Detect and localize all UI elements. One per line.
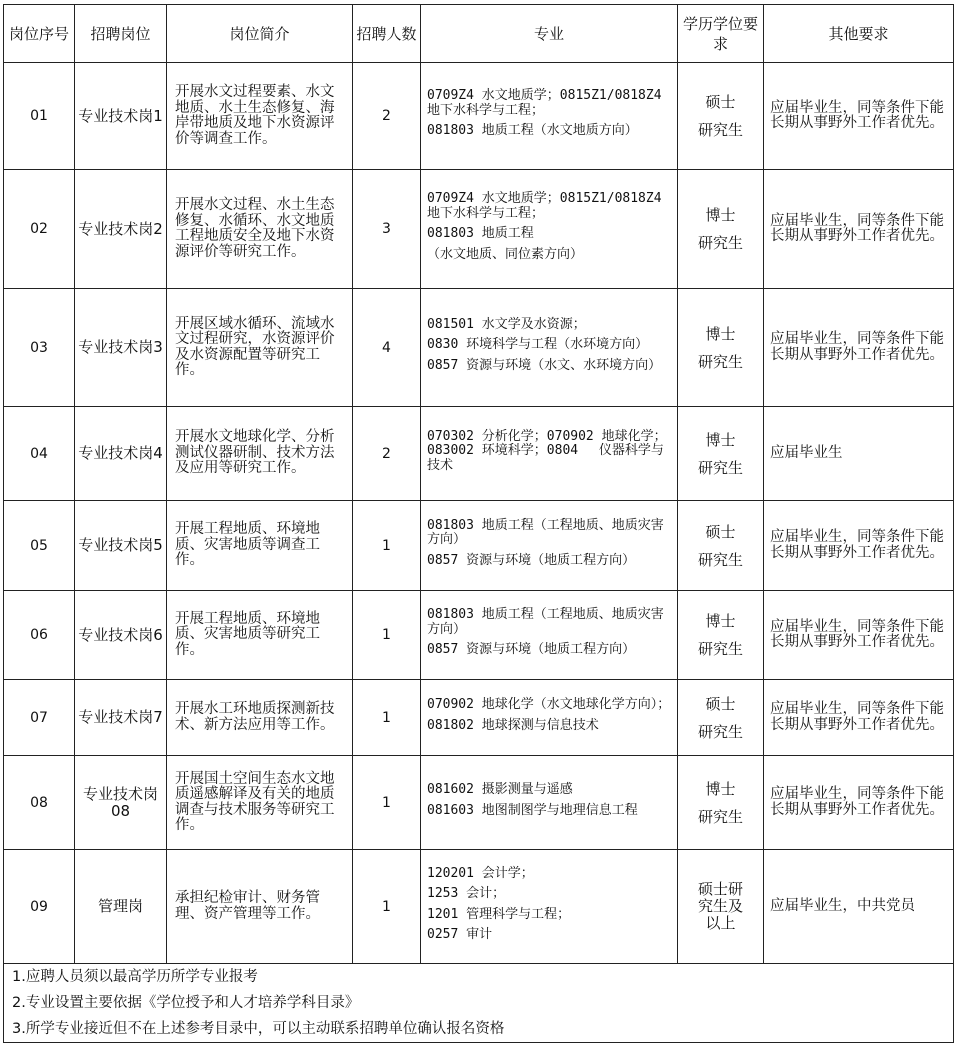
degree-cell: [678, 63, 764, 170]
degree-line: 研究生: [697, 121, 743, 139]
header-other: 其他要求: [764, 5, 954, 63]
degree-line: 硕士: [705, 522, 736, 541]
count-cell: 1: [353, 591, 421, 680]
degree-line: 硕士: [705, 694, 736, 713]
count-cell: 1: [353, 680, 421, 756]
seq-cell: 05: [4, 501, 75, 591]
header-degree: 学历学位要求: [678, 5, 764, 63]
major-line: 081802 地球探测与信息技术: [427, 717, 599, 733]
major-cell: [421, 850, 678, 964]
major-line: 1201 管理科学与工程；: [427, 906, 571, 922]
degree-line: 研究生: [697, 234, 743, 252]
header-intro: 岗位简介: [167, 5, 353, 63]
note-3: 3.所学专业接近但不在上述参考目录中，可以主动联系招聘单位确认报名资格: [12, 1021, 505, 1037]
count-cell: 2: [353, 407, 421, 501]
other-cell: 应届毕业生，同等条件下能长期从事野外工作者优先。: [764, 63, 954, 170]
post-cell: 管理岗: [75, 850, 167, 964]
table-row: [4, 591, 954, 680]
degree-line: 研究生: [697, 352, 743, 371]
recruitment-table: [3, 4, 954, 1043]
count-cell: 1: [353, 501, 421, 591]
intro-cell: 开展区域水循环、流域水文过程研究，水资源评价及水资源配置等研究工作。: [167, 289, 353, 407]
major-cell: [421, 407, 678, 501]
degree-line: 博士: [705, 612, 736, 630]
major-line: 081501 水文学及水资源；: [427, 316, 586, 332]
table-row: [4, 756, 954, 850]
count-cell: 2: [353, 63, 421, 170]
intro-cell: 开展水文过程、水土生态修复、水循环、水文地质工程地质安全及地下水资源评价等研究工作。: [167, 170, 353, 289]
degree-cell: [678, 289, 764, 407]
table-row: [4, 289, 954, 407]
major-cell: [421, 591, 678, 680]
degree-line: 博士: [705, 779, 736, 798]
major-line: 070302 分析化学；070902 地球化学；083002 环境科学；0804 仪器科学与技术: [427, 428, 667, 473]
count-cell: 3: [353, 170, 421, 289]
degree-cell: [678, 850, 764, 964]
intro-cell: 开展水文地球化学、分析测试仪器研制、技术方法及应用等研究工作。: [167, 407, 353, 501]
degree-line: 研究生: [697, 550, 743, 569]
seq-cell: 04: [4, 407, 75, 501]
seq-cell: 06: [4, 591, 75, 680]
major-line: 070902 地球化学（水文地球化学方向）；: [427, 697, 671, 712]
major-line: 0709Z4 水文地质学；0815Z1/0818Z4 地下水科学与工程；: [427, 88, 662, 118]
major-line: 0857 资源与环境（水文、水环境方向）: [427, 357, 662, 373]
major-line: 120201 会计学；: [427, 865, 534, 881]
degree-line: 硕士研究生及以上: [697, 880, 743, 932]
note-2: 2.专业设置主要依据《学位授予和人才培养学科目录》: [12, 995, 360, 1011]
degree-line: 研究生: [697, 458, 743, 477]
count-cell: 1: [353, 756, 421, 850]
table-row: [4, 407, 954, 501]
post-cell: 专业技术岗6: [75, 591, 167, 680]
major-cell: [421, 501, 678, 591]
degree-cell: [678, 680, 764, 756]
major-cell: [421, 680, 678, 756]
major-line: 081803 地质工程: [427, 226, 534, 241]
degree-line: 博士: [705, 324, 736, 343]
major-line: 0857 资源与环境（地质工程方向）: [427, 642, 636, 658]
seq-cell: 02: [4, 170, 75, 289]
post-cell: 专业技术岗1: [75, 63, 167, 170]
table-row: [4, 680, 954, 756]
degree-line: 硕士: [705, 93, 736, 111]
major-cell: [421, 170, 678, 289]
header-post: 招聘岗位: [75, 5, 167, 63]
intro-cell: 开展水工环地质探测新技术、新方法应用等工作。: [167, 680, 353, 756]
seq-cell: 01: [4, 63, 75, 170]
seq-cell: 03: [4, 289, 75, 407]
count-cell: 1: [353, 850, 421, 964]
other-cell: 应届毕业生，同等条件下能长期从事野外工作者优先。: [764, 591, 954, 680]
seq-cell: 08: [4, 756, 75, 850]
post-cell: 专业技术岗2: [75, 170, 167, 289]
count-cell: 4: [353, 289, 421, 407]
seq-cell: 09: [4, 850, 75, 964]
degree-cell: [678, 170, 764, 289]
degree-line: 研究生: [697, 640, 743, 658]
post-cell: 专业技术岗5: [75, 501, 167, 591]
header-major: 专业: [421, 5, 678, 63]
intro-cell: 开展国土空间生态水文地质遥感解译及有关的地质调查与技术服务等研究工作。: [167, 756, 353, 850]
degree-cell: [678, 591, 764, 680]
degree-cell: [678, 407, 764, 501]
notes-row: [4, 964, 954, 1043]
header-count: 招聘人数: [353, 5, 421, 63]
degree-line: 研究生: [697, 807, 743, 826]
other-cell: 应届毕业生，中共党员: [764, 850, 954, 964]
degree-line: 博士: [705, 206, 736, 224]
seq-cell: 07: [4, 680, 75, 756]
intro-cell: 承担纪检审计、财务管理、资产管理等工作。: [167, 850, 353, 964]
header-row: [4, 5, 954, 63]
other-cell: 应届毕业生，同等条件下能长期从事野外工作者优先。: [764, 756, 954, 850]
major-line: 0857 资源与环境（地质工程方向）: [427, 552, 636, 568]
notes-cell: [4, 964, 954, 1043]
table-row: [4, 170, 954, 289]
other-cell: 应届毕业生，同等条件下能长期从事野外工作者优先。: [764, 680, 954, 756]
note-1: 1.应聘人员须以最高学历所学专业报考: [12, 969, 258, 985]
major-line: 081803 地质工程（工程地质、地质灾害方向）: [427, 607, 664, 637]
major-line: （水文地质、同位素方向）: [427, 246, 584, 262]
other-cell: 应届毕业生，同等条件下能长期从事野外工作者优先。: [764, 501, 954, 591]
major-cell: [421, 63, 678, 170]
major-line: 081803 地质工程（工程地质、地质灾害方向）: [427, 517, 664, 548]
post-cell: 专业技术岗7: [75, 680, 167, 756]
major-line: 081602 摄影测量与遥感: [427, 782, 573, 797]
table-row: [4, 501, 954, 591]
degree-line: 博士: [705, 430, 736, 449]
major-cell: [421, 756, 678, 850]
major-line: 0830 环境科学与工程（水环境方向）: [427, 337, 649, 353]
header-seq: 岗位序号: [4, 5, 75, 63]
intro-cell: 开展工程地质、环境地质、灾害地质等调查工作。: [167, 501, 353, 591]
post-cell: 专业技术岗3: [75, 289, 167, 407]
intro-cell: 开展水文过程要素、水文地质、水土生态修复、海岸带地质及地下水资源评价等调查工作。: [167, 63, 353, 170]
table-body: [4, 63, 954, 964]
other-cell: 应届毕业生，同等条件下能长期从事野外工作者优先。: [764, 289, 954, 407]
major-line: 1253 会计；: [427, 886, 506, 901]
major-cell: [421, 289, 678, 407]
other-cell: 应届毕业生，同等条件下能长期从事野外工作者优先。: [764, 170, 954, 289]
major-line: 081803 地质工程（水文地质方向）: [427, 123, 638, 139]
table-row: [4, 63, 954, 170]
degree-line: 研究生: [697, 722, 743, 741]
major-line: 0709Z4 水文地质学；0815Z1/0818Z4 地下水科学与工程；: [427, 191, 662, 221]
post-cell: 专业技术岗08: [75, 756, 167, 850]
degree-cell: [678, 756, 764, 850]
intro-cell: 开展工程地质、环境地质、灾害地质等研究工作。: [167, 591, 353, 680]
post-cell: 专业技术岗4: [75, 407, 167, 501]
other-cell: 应届毕业生: [764, 407, 954, 501]
major-line: 081603 地图制图学与地理信息工程: [427, 802, 638, 818]
degree-cell: [678, 501, 764, 591]
table-row: [4, 850, 954, 964]
major-line: 0257 审计: [427, 927, 493, 942]
